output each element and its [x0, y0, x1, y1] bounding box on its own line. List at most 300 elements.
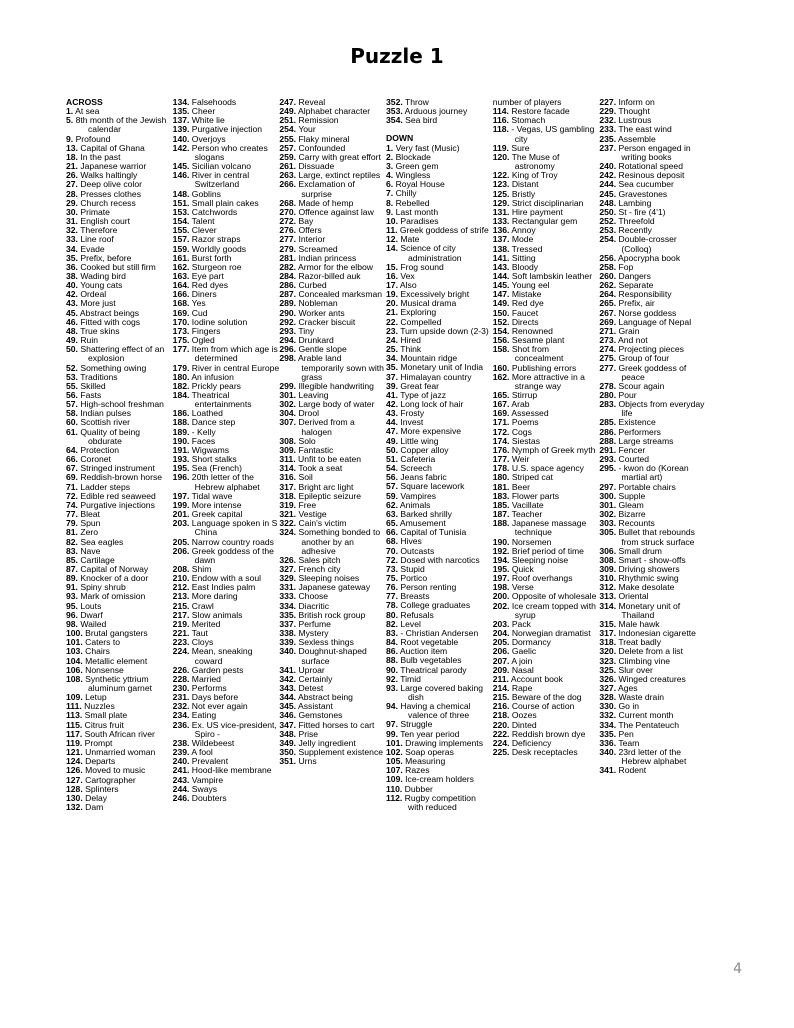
clue-text: Tressed — [511, 243, 543, 254]
clue-number: 101. — [66, 637, 83, 648]
clue-number: 164. — [172, 280, 190, 291]
clue-number: 212. — [172, 582, 190, 593]
clue-text: Gravestones — [618, 188, 668, 199]
clue-number: 157. — [172, 234, 190, 245]
clue-number: 109. — [66, 692, 83, 703]
clue-text: Sea (French) — [191, 463, 242, 474]
clue-number: 214. — [492, 683, 510, 693]
clue-text: Nymph of Greek myth — [511, 444, 596, 455]
clue-text: Science of city administration — [400, 243, 462, 263]
clue-number: 232. — [172, 701, 190, 712]
clue-number: 41. — [386, 389, 398, 400]
section-heading: ACROSS — [66, 98, 103, 107]
clue-text: Cartilage — [80, 554, 115, 565]
clue-column — [173, 98, 280, 958]
clue-text: Capital of Norway — [80, 563, 149, 574]
clue-text: British rock group — [298, 609, 366, 620]
clue-text: Pen — [618, 728, 634, 739]
clue-number: 272. — [279, 216, 297, 227]
clue-number: 152. — [492, 316, 510, 327]
clue-number: 19. — [386, 289, 398, 300]
clue-number: 229. — [599, 106, 617, 117]
clue-number: 111. — [66, 701, 82, 712]
clue-text: Bullet that rebounds from struck surface — [618, 527, 695, 547]
clue-number: 23. — [386, 325, 398, 336]
clue-number: 43. — [386, 408, 398, 419]
clue-text: Account book — [510, 673, 563, 684]
clue-number: 154. — [172, 216, 190, 227]
clue-number: 327. — [599, 683, 617, 693]
clue-number: 21. — [66, 161, 78, 172]
clue-text: Grain — [618, 325, 640, 336]
clue-number: 119. — [66, 737, 83, 748]
clue — [599, 528, 706, 546]
clue-text: Think — [400, 344, 422, 355]
clue-text: Pour — [618, 390, 637, 400]
clue-text: Cogs — [511, 426, 532, 437]
clue-number: 317. — [599, 628, 617, 639]
clue-number: 228. — [172, 673, 190, 684]
clue-number: 1. — [386, 142, 394, 153]
clue-number: 74. — [66, 499, 78, 510]
clue-text: Worldly goods — [191, 243, 247, 254]
clue-text: Recounts — [618, 518, 655, 529]
clue-number: 151. — [172, 197, 190, 208]
clue-number: 230. — [172, 683, 190, 693]
clue-number: 161. — [172, 252, 190, 263]
clue-text: Flower parts — [511, 490, 560, 501]
clue-text: Arab — [511, 399, 530, 410]
clue — [279, 528, 386, 555]
clue-text: Drool — [298, 408, 320, 419]
clue-text: Strict disciplinarian — [511, 197, 584, 208]
clue-number: 196. — [172, 472, 190, 483]
clue-text: Greek goddess of the dawn — [191, 545, 274, 565]
clue-text: Arable land temporarily sown with grass — [298, 353, 384, 382]
clue-text: Faucet — [511, 307, 539, 318]
clue-number: 4. — [386, 170, 394, 181]
clue-number: 158. — [492, 344, 510, 355]
clue-text: Norwegian dramatist — [511, 628, 591, 639]
clue-number: 338. — [279, 628, 297, 639]
clue-text: Falsehoods — [191, 98, 237, 107]
clue-number: 65. — [386, 518, 398, 529]
clue-number: 117. — [66, 728, 83, 739]
clue-number: 77. — [386, 591, 398, 602]
clue-number: 296. — [279, 344, 297, 355]
clue-text: Shattering effect of an explosion — [80, 344, 165, 364]
clue — [66, 428, 173, 446]
clue-text: Mean, sneaking coward — [191, 646, 253, 666]
clue-number: 82. — [66, 536, 78, 547]
clue-number: 241. — [172, 765, 190, 776]
clue-number: 244. — [599, 179, 617, 190]
clue-number: 163. — [172, 270, 190, 281]
clue-number: 14. — [386, 243, 398, 254]
clue-text: Perfume — [298, 618, 331, 629]
clue-number: 215. — [172, 600, 190, 611]
clue-text: Prefix, before — [80, 252, 132, 263]
clue-number: 249. — [279, 106, 297, 117]
clue-number: 126. — [66, 765, 83, 776]
clue-column — [66, 98, 173, 958]
clue-number: 253. — [599, 225, 617, 236]
clue-number: 334. — [279, 600, 297, 611]
clue-number: 154. — [492, 325, 510, 336]
clue-number: 134. — [172, 98, 190, 107]
clue-number: 47. — [386, 426, 398, 437]
clue-text: Abstract being — [298, 692, 353, 703]
clue-text: Mate — [400, 234, 420, 245]
clue-text: Roof overhangs — [511, 573, 573, 584]
clue-text: Illegible handwriting — [298, 380, 374, 391]
clue-number: 269. — [599, 316, 617, 327]
clue-text: Line roof — [80, 234, 114, 245]
clue-number: 256. — [599, 252, 617, 263]
clue-number: 40. — [66, 280, 78, 291]
clue — [173, 473, 280, 491]
clue-text: Auction item — [399, 646, 448, 657]
clue-number: 174. — [492, 435, 510, 446]
clue-number: 89. — [66, 573, 78, 584]
clue-text: Razes — [405, 765, 430, 776]
clue-text: Deficiency — [511, 737, 552, 748]
clue-number: 42. — [66, 289, 78, 300]
clue-text: Recently — [618, 225, 652, 236]
clue-text: Solo — [298, 435, 316, 446]
clue — [493, 125, 600, 143]
clue-text: Carry with great effort — [298, 151, 381, 162]
clue-number: 316. — [279, 472, 297, 483]
clue-number: 349. — [279, 737, 297, 748]
clue-text: Winged creatures — [618, 673, 686, 684]
clue-text: Dormancy — [511, 637, 551, 648]
clue-number: 88. — [386, 655, 398, 666]
clue-text: Greek goddess of peace — [618, 362, 687, 382]
clue-number: 268. — [279, 197, 297, 208]
clue-number: 17. — [386, 279, 398, 290]
clue-text: Citrus fruit — [84, 719, 124, 730]
clue-number: 143. — [492, 261, 510, 272]
clue-number: 30. — [66, 206, 78, 217]
clue-number: 8. — [386, 197, 394, 208]
clue-text: Ten year period — [400, 728, 460, 739]
clue-text: Caters to — [85, 637, 120, 648]
clue-number: 248. — [599, 197, 617, 208]
clue-number: 2. — [386, 151, 394, 162]
clue-text: Capital of Ghana — [80, 142, 145, 153]
clue-number: 147. — [492, 289, 510, 300]
clue-number: 293. — [599, 454, 617, 465]
clue-number: 64. — [66, 444, 78, 455]
clue-text: Hire payment — [511, 206, 563, 217]
clue-text: Ages — [618, 683, 638, 693]
clue-text: Vacillate — [511, 499, 544, 510]
clue-number: 75. — [386, 572, 398, 583]
clue-number: 60. — [66, 417, 78, 428]
clue-number: 188. — [492, 518, 510, 529]
clue-text: Objects from everyday life — [618, 399, 705, 419]
clue-text: White lie — [191, 115, 225, 126]
clue-text: Vampires — [400, 490, 437, 501]
clue-text: Mystery — [298, 628, 329, 639]
clue-number: 280. — [599, 390, 617, 400]
clue-text: Therefore — [80, 225, 118, 236]
clue-text: Walks haltingly — [80, 170, 138, 181]
clue-number: 96. — [66, 609, 78, 620]
clue-text: Prompt — [84, 737, 113, 748]
clue-number: 3. — [386, 160, 394, 171]
clue-number: 31. — [66, 216, 78, 227]
clue-number: 160. — [492, 362, 510, 373]
clue-number: 85. — [66, 554, 78, 565]
clue-text: Responsibility — [618, 289, 672, 300]
clue-number: 201. — [172, 509, 190, 520]
clue-number: 302. — [279, 399, 297, 410]
clue-text: Very fast (Music) — [395, 142, 460, 153]
clue-number: 188. — [172, 417, 190, 428]
clue-text: Animals — [399, 499, 431, 510]
clue-text: Beer — [511, 481, 530, 492]
clue — [599, 144, 706, 162]
clue-text: Derived from a halogen — [298, 417, 355, 437]
clue-number: 320. — [599, 646, 617, 657]
clue-number: 57. — [66, 399, 78, 410]
clue-number: 193. — [172, 454, 190, 465]
clue-text: Stupid — [400, 563, 425, 574]
clue-number: 324. — [279, 527, 297, 538]
clue-number: 303. — [599, 518, 617, 529]
clue-number: 211. — [492, 673, 509, 684]
clue-number: 98. — [66, 618, 78, 629]
clue-text: Root vegetable — [400, 637, 459, 648]
clue-number: 136. — [492, 225, 510, 236]
clue-number: 232. — [599, 115, 617, 126]
clue-text: Offers — [298, 225, 322, 236]
clue-number: 251. — [279, 115, 297, 126]
clue-text: River in central Europe — [191, 362, 280, 373]
clue-number: 55. — [66, 380, 78, 391]
clue-number: 326. — [599, 673, 617, 684]
clue-text: Protection — [80, 444, 120, 455]
clue-text: Dosed with narcotics — [400, 554, 480, 565]
clue-text: Worker ants — [298, 307, 345, 318]
clue-number: 167. — [492, 399, 510, 410]
clue-number: 305. — [599, 527, 617, 538]
clue-number: 162. — [492, 371, 510, 382]
clue-text: South African river — [84, 728, 155, 739]
clue-number: 202. — [492, 600, 510, 611]
clue-number: 16. — [386, 270, 398, 281]
clue-number: 260. — [599, 270, 617, 281]
clue-number: 148. — [172, 188, 190, 199]
clue-number: 265. — [599, 298, 617, 309]
clue-number: 180. — [172, 371, 190, 382]
clue-text: Assessed — [511, 408, 549, 419]
clue-number: 137. — [172, 115, 190, 126]
clue-text: Square lacework — [400, 481, 465, 492]
clue-text: Crawl — [191, 600, 214, 611]
clue-text: Flaky mineral — [298, 133, 350, 144]
clue-text: Abstract beings — [79, 307, 140, 318]
clue-text: Fingers — [191, 325, 221, 336]
clue-text: Sure — [511, 142, 530, 153]
clue-text: Norse goddess — [618, 307, 677, 318]
clue-text: Ruin — [80, 335, 99, 346]
clue-text: Narrow country roads — [191, 536, 274, 547]
clue-text: Doubters — [191, 792, 227, 803]
clue-text: Japanese gateway — [298, 582, 371, 593]
clue-text: Reddish-brown horse — [80, 472, 163, 483]
clue-text: Lambing — [618, 197, 652, 208]
clue-text: Offence against law — [298, 206, 374, 217]
clue-number: 282. — [279, 261, 297, 272]
clue-number: 190. — [492, 536, 510, 547]
clue-text: Cain's victim — [298, 518, 347, 529]
clue-text: Fasts — [80, 390, 102, 400]
clue-text: Fitted with cogs — [80, 316, 141, 327]
clue-number: 20. — [386, 298, 398, 309]
clue-number: 247. — [279, 98, 297, 107]
clue-number: 235. — [599, 133, 617, 144]
clue-text: Goblins — [191, 188, 221, 199]
clue-text: Screech — [400, 463, 432, 474]
clue-text: Skilled — [80, 380, 106, 391]
clue-number: 135. — [172, 106, 190, 117]
clue-number: 281. — [279, 252, 297, 263]
clue-number: 274. — [599, 344, 617, 355]
clue-text: Bay — [298, 216, 314, 227]
clue-number: 153. — [172, 206, 190, 217]
clue-number: 146. — [172, 170, 190, 181]
clue-text: Smart - show-offs — [618, 554, 686, 565]
clue-text: Existence — [618, 417, 656, 428]
clue-number: 340. — [279, 646, 297, 657]
clue-number: 93. — [386, 682, 398, 693]
clue-number: 91. — [66, 582, 78, 593]
clue-text: Prevalent — [191, 756, 229, 767]
clue-text: Sleeping noises — [298, 573, 360, 584]
clue-text: Epileptic seizure — [298, 490, 362, 501]
clue-number: 46. — [66, 316, 78, 327]
clue-text: A fool — [191, 747, 213, 758]
clue-number: 179. — [172, 362, 190, 373]
clue-column — [386, 98, 493, 958]
clue-number: 206. — [172, 545, 190, 556]
clue-text: Hired — [400, 334, 421, 345]
clue-text: Alphabet character — [298, 106, 371, 117]
clue-text: Soft lambskin leather — [511, 270, 593, 281]
clue-number: 292. — [279, 316, 297, 327]
clue-number: 39. — [386, 380, 398, 391]
clue-number: 306. — [599, 545, 617, 556]
clue-text: Also — [399, 279, 417, 290]
clue-text: Confounded — [298, 142, 346, 153]
clue-number: 7. — [386, 188, 394, 199]
clue-number: 200. — [492, 591, 510, 602]
clue — [173, 794, 280, 803]
clue-text: The east wind — [618, 124, 672, 135]
clue-text: Interior — [298, 234, 326, 245]
clue-number: 5. — [66, 115, 74, 126]
clue-text: Person renting — [400, 582, 457, 593]
clue-number: 289. — [279, 298, 297, 309]
clue-text: Hood-like membrane — [191, 765, 272, 776]
clue-number: 27. — [66, 179, 78, 190]
clue-number: 290. — [279, 307, 297, 318]
clue-text: Dwarf — [80, 609, 103, 620]
clue-text: Quick — [511, 563, 534, 574]
clue-text: Diacritic — [298, 600, 330, 611]
clue-number: 340. — [599, 747, 617, 758]
clue — [599, 602, 706, 620]
clue-text: Indonesian cigarette — [618, 628, 696, 639]
clue-number: 82. — [386, 618, 398, 629]
clue-number: 302. — [599, 509, 617, 520]
clue — [173, 144, 280, 162]
clue-number: 308. — [279, 435, 297, 446]
clue-number: 238. — [172, 737, 190, 748]
clue-number: 203. — [172, 518, 190, 529]
clue-number: 178. — [492, 463, 510, 474]
clue-number: 72. — [386, 554, 398, 565]
clue-number: 327. — [279, 563, 297, 574]
clue-text: Made of hemp — [298, 197, 354, 208]
clue — [173, 647, 280, 665]
clue-text: Stomach — [511, 115, 546, 126]
clue-number: 38. — [66, 270, 78, 281]
clue-text: Drawing implements — [405, 737, 483, 748]
clue-number: 240. — [599, 161, 617, 172]
clue-number: 37. — [386, 371, 398, 382]
clue-text: Portable chairs — [618, 481, 676, 492]
clue-text: Monetary unit of Thailand — [618, 600, 681, 620]
clue-text: Days before — [191, 692, 239, 703]
clue-text: Rodent — [618, 765, 647, 776]
clue-text: Certainly — [298, 673, 333, 684]
clue-number: 300. — [599, 490, 617, 501]
clue-number: 34. — [66, 243, 78, 254]
clue-text: Young eel — [511, 280, 550, 291]
clue-text: More just — [80, 298, 116, 309]
clue-number: 234. — [172, 710, 190, 721]
clue-text: Purgative injection — [191, 124, 263, 135]
clue-number: 326. — [279, 554, 297, 565]
clue-text: Supplement existence — [298, 747, 384, 758]
clue-number: 54. — [386, 463, 398, 474]
clue-text: Rape — [511, 683, 533, 693]
clue-number: 24. — [386, 334, 398, 345]
clue-number: 140. — [172, 133, 190, 144]
clue-text: Paradises — [400, 215, 439, 226]
clue-column — [279, 98, 386, 958]
clue-number: 283. — [599, 399, 617, 410]
clue-number: 168. — [172, 298, 190, 309]
clue-text: Took a seat — [298, 463, 343, 474]
clue-number: 295. — [599, 463, 617, 474]
clue-number: 206. — [492, 646, 510, 657]
clue — [66, 803, 173, 812]
clue-number: 199. — [172, 499, 190, 510]
clue-text: Endow with a soul — [191, 573, 262, 584]
clue-text: Chilly — [395, 188, 417, 199]
clue-text: Theatrical parody — [400, 664, 467, 675]
clue-number: 18. — [66, 151, 78, 162]
clue-text: Soil — [298, 472, 313, 483]
clue-number: 293. — [279, 325, 297, 336]
clue-text: Coronet — [80, 454, 111, 465]
clue-text: Leaving — [298, 390, 329, 400]
